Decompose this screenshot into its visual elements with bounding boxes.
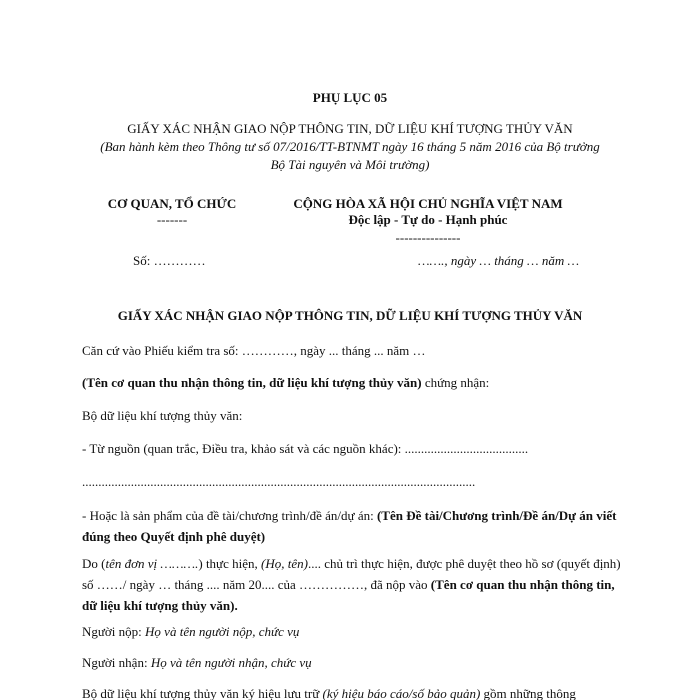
certifying-agency-name: (Tên cơ quan thu nhận thông tin, dữ liệu khí tượng thủy văn) bbox=[82, 375, 422, 390]
archive-text-c: gồm những thông bbox=[480, 686, 576, 700]
archive-code-line bbox=[82, 686, 576, 700]
dotted-continuation-line: ......................................................................................................................... bbox=[82, 474, 476, 489]
receiver-value: Họ và tên người nhận, chức vụ bbox=[150, 655, 312, 670]
appendix-title: PHỤ LỤC 05 bbox=[312, 90, 388, 105]
org-name: CƠ QUAN, TỔ CHỨC bbox=[107, 196, 237, 211]
submitter-label: Người nộp: bbox=[82, 624, 146, 639]
place-date: ……., ngày … tháng … năm … bbox=[418, 253, 580, 268]
submitter-value: Họ và tên người nộp, chức vụ bbox=[145, 624, 300, 639]
document-number: Số: ………… bbox=[133, 253, 206, 268]
document-title: GIẤY XÁC NHẬN GIAO NỘP THÔNG TIN, DỮ LIỆU KHÍ TƯỢNG THỦY VĂN bbox=[117, 308, 583, 323]
executing-prefix: Do ( bbox=[82, 556, 106, 571]
subtitle-line-2: Bộ Tài nguyên và Môi trường) bbox=[270, 157, 430, 172]
dataset-heading: Bộ dữ liệu khí tượng thủy văn: bbox=[82, 408, 243, 423]
executing-unit-paragraph bbox=[82, 553, 622, 616]
project-product-text: - Hoặc là sản phẩm của đề tài/chương trình/đề án/dự án: bbox=[82, 508, 377, 523]
receiver-line bbox=[82, 655, 312, 671]
archive-text-a: Bộ dữ liệu khí tượng thủy văn ký hiệu lưu trữ bbox=[82, 686, 323, 700]
certifies-text: chứng nhận: bbox=[421, 375, 490, 390]
motto-dashes: --------------- bbox=[395, 230, 461, 245]
inspection-reference: Căn cứ vào Phiếu kiểm tra số: …………, ngày ... tháng ... năm … bbox=[82, 343, 426, 358]
receiving-agency-name: (Tên cơ quan thu nhận thông tin, dữ liệu khí tượng thủy văn). bbox=[82, 577, 615, 613]
unit-name-placeholder: tên đơn vị ………. bbox=[105, 556, 199, 571]
project-product-paragraph bbox=[82, 505, 622, 547]
certifying-agency-line bbox=[82, 375, 489, 391]
submitter-line bbox=[82, 624, 299, 640]
national-motto: Độc lập - Tự do - Hạnh phúc bbox=[348, 212, 508, 227]
executing-mid: ) thực hiện, bbox=[198, 556, 261, 571]
data-source-line: - Từ nguồn (quan trắc, Điều tra, khảo sát và các nguồn khác): ...................................... bbox=[82, 441, 529, 456]
receiver-label: Người nhận: bbox=[82, 655, 151, 670]
org-dashes: ------- bbox=[156, 212, 188, 227]
subtitle-line-1: (Ban hành kèm theo Thông tư số 07/2016/TT-BTNMT ngày 16 tháng 5 năm 2016 của Bộ trưởng bbox=[100, 139, 600, 154]
nation-name: CỘNG HÒA XÃ HỘI CHỦ NGHĨA VIỆT NAM bbox=[293, 196, 563, 211]
person-name-placeholder: (Họ, tên) bbox=[261, 556, 308, 571]
project-name-placeholder: (Tên Đề tài/Chương trình/Đề án/Dự án viết đúng theo Quyết định phê duyệt) bbox=[82, 508, 617, 544]
approval-text: .... chủ trì thực hiện, được phê duyệt theo hồ sơ (quyết định) số ……/ ngày … tháng .... năm 20.... của ……………, đã nộp vào bbox=[82, 556, 621, 592]
archive-code-placeholder: (ký hiệu báo cáo/số bảo quản) bbox=[322, 686, 481, 700]
main-title: GIẤY XÁC NHẬN GIAO NỘP THÔNG TIN, DỮ LIỆU KHÍ TƯỢNG THỦY VĂN bbox=[127, 121, 573, 136]
